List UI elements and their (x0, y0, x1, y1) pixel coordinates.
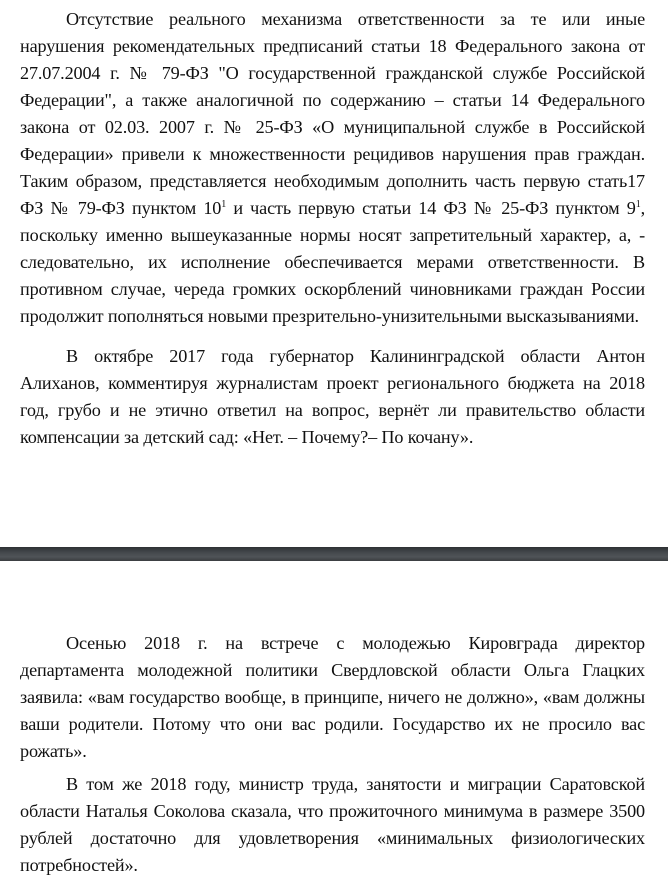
superscript-footnote: 1 (635, 199, 641, 210)
paragraph-text-part: Отсутствие реального механизма ответственности за те или иные нарушения рекомендательных предписаний статьи 18 Федерального закона от 27.07.2004 г. № 79-ФЗ "О государственной гражданской службе Российской Федерации", а также аналогичной по содержанию – статьи 14 Федерального закона от 02.03. 2007 г. № 25-ФЗ «О муниципальной службе в Российской Федерации» привели к множественности рецидивов нарушения прав граждан. Таким образом, представляется необходимым дополнить часть первую стать17 ФЗ № 79-ФЗ пунктом 10 (20, 9, 645, 218)
page-separator (0, 547, 668, 561)
page-bottom (0, 561, 668, 882)
paragraph-sverdlovsk-youth-policy: Осенью 2018 г. на встрече с молодежью Кировграда директор департамента молодежной политики Свердловской области Ольга Глацких заявила: «вам государство вообще, в принципе, ничего не должно», «вам должны ваши родители. Потому что они вас родили. Государство их не просило вас рожать». (20, 633, 645, 761)
paragraph-responsibility-mechanism (20, 6, 645, 330)
paragraph-text-part: , поскольку именно вышеуказанные нормы носят запретительный характер, а, - следовательно, их исполнение обеспечивается мерами ответственности. В противном случае, череда громких оскорблений чиновниками граждан России продолжит пополняться новыми презрительно-унизительными высказываниями. (20, 198, 645, 326)
paragraph-text-part: и часть первую статьи 14 ФЗ № 25-ФЗ пунктом 9 (226, 198, 636, 218)
paragraph-kaliningrad-governor: В октябре 2017 года губернатор Калининградской области Антон Алиханов, комментируя журналистам проект регионального бюджета на 2018 год, грубо и не этично ответил на вопрос, вернёт ли правительство области компенсации за детский сад: «Нет. – Почему?– По кочану». (20, 346, 645, 447)
paragraph-saratov-minister: В том же 2018 году, министр труда, занятости и миграции Саратовской области Наталья Соколова сказала, что прожиточного минимума в размере 3500 рублей достаточно для удовлетворения «минимальных физиологических потребностей». (20, 774, 645, 875)
superscript-footnote: 1 (221, 199, 227, 210)
